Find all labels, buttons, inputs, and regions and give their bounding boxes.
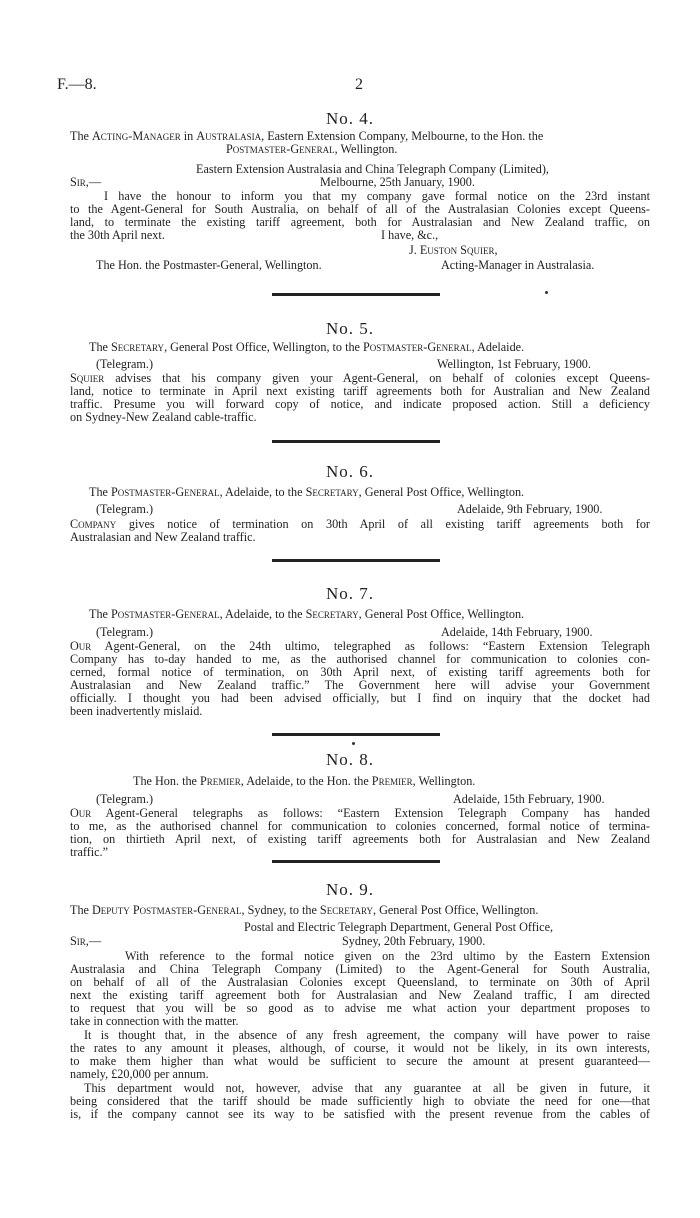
entry-9-salutation: Sir,— [70, 934, 102, 948]
entry-number-5: No. 5. [325, 319, 375, 338]
entry-9-para-3-line-2: being considered that the tariff should be made sufficiently high to obviate the need for one—that [70, 1094, 650, 1108]
entry-4-salutation: Sir,— [70, 175, 102, 189]
entry-4-address-date: Melbourne, 25th January, 1900. [320, 175, 475, 189]
entry-7-heading: The Postmaster-General, Adelaide, to the Secretary, General Post Office, Wellington. [89, 607, 525, 621]
entry-5-heading: The Secretary, General Post Office, Wellington, to the Postmaster-General, Adelaide. [89, 340, 525, 354]
entry-9-para-2-line-1: It is thought that, in the absence of any fresh agreement, the company will have power to raise [84, 1028, 650, 1042]
entry-9-para-1-line-3: on behalf of all of the Australasian Colonies except Queensland, to terminate on 30th of April [70, 975, 650, 989]
entry-9-para-1-line-5: to request that you will be so good as to advise me what action your department proposes to [70, 1001, 650, 1015]
entry-4-signatory: J. Euston Squier, [409, 243, 498, 257]
entry-9-para-1-line-6: take in connection with the matter. [70, 1014, 239, 1028]
entry-9-para-2-line-3: to make them higher than what would be sufficient to secure the amount at present guaranteed— [70, 1054, 650, 1068]
section-divider [272, 860, 440, 863]
entry-8-heading: The Hon. the Premier, Adelaide, to the Hon. the Premier, Wellington. [133, 774, 476, 788]
entry-number-6: No. 6. [325, 462, 375, 481]
page-number: 2 [355, 76, 363, 93]
entry-6-heading: The Postmaster-General, Adelaide, to the Secretary, General Post Office, Wellington. [89, 485, 525, 499]
entry-8-body-line-1: Our Agent-General telegraphs as follows: “Eastern Extension Telegraph Company has handed [70, 806, 650, 820]
entry-4-closing: I have, &c., [381, 228, 439, 242]
entry-5-telegram-label: (Telegram.) [96, 357, 154, 371]
entry-5-body-line-1: Squier advises that his company given your Agent-General, on behalf of colonies except Queens- [70, 371, 650, 385]
entry-9-para-1-line-4: next the existing tariff agreement both for Australasian and New Zealand traffic, I am directed [70, 988, 650, 1002]
entry-4-addressee: The Hon. the Postmaster-General, Wellington. [96, 258, 322, 272]
entry-9-heading: The Deputy Postmaster-General, Sydney, to the Secretary, General Post Office, Wellington. [70, 903, 539, 917]
entry-6-place-date: Adelaide, 9th February, 1900. [457, 502, 603, 516]
entry-4-body-line-2: to the Agent-General for South Australia, on behalf of all of the Australasian Colonies except Queens- [70, 202, 650, 216]
entry-7-body-line-6: been inadvertently mislaid. [70, 704, 203, 718]
entry-4-heading-line-2: Postmaster-General, Wellington. [226, 142, 398, 156]
document-reference: F.—8. [57, 76, 97, 93]
entry-8-telegram-label: (Telegram.) [96, 792, 154, 806]
entry-4-signatory-title: Acting-Manager in Australasia. [441, 258, 595, 272]
entry-8-body-line-3: tion, on thirtieth April next, of existing tariff agreements both for Australasian and New Zealand [70, 832, 650, 846]
entry-6-telegram-label: (Telegram.) [96, 502, 154, 516]
entry-number-9: No. 9. [325, 880, 375, 899]
entry-4-body-line-3: land, to terminate the existing tariff agreement, both for Australasian and New Zealand traffic, on [70, 215, 650, 229]
entry-8-place-date: Adelaide, 15th February, 1900. [453, 792, 605, 806]
entry-9-para-2-line-4: namely, £20,000 per annum. [70, 1067, 209, 1081]
entry-9-address-dept: Postal and Electric Telegraph Department, General Post Office, [244, 920, 554, 934]
entry-5-body-line-4: on Sydney-New Zealand cable-traffic. [70, 410, 257, 424]
entry-4-body-line-1: I have the honour to inform you that my company gave formal notice on the 23rd instant [104, 189, 650, 203]
entry-5-place-date: Wellington, 1st February, 1900. [437, 357, 591, 371]
entry-9-para-3-line-1: This department would not, however, advise that any guarantee at all be given in future, it [84, 1081, 650, 1095]
entry-4-address-company: Eastern Extension Australasia and China Telegraph Company (Limited), [196, 162, 549, 176]
entry-9-para-1-line-1: With reference to the formal notice given on the 23rd ultimo by the Eastern Extension [125, 949, 650, 963]
entry-9-para-1-line-2: Australasia and China Telegraph Company (Limited) to the Agent-General for South Australia, [70, 962, 650, 976]
section-divider [272, 440, 440, 443]
entry-8-body-line-2: to me, as the authorised channel for communication to colonies concerned, formal notice of termina- [70, 819, 650, 833]
entry-number-4: No. 4. [325, 109, 375, 128]
entry-7-body-line-4: Australasian and New Zealand traffic.” The Government here will advise your Government [70, 678, 650, 692]
scan-speck [352, 742, 355, 745]
entry-7-body-line-2: Company has to-day handed to me, as the authorised channel for communication to colonies con- [70, 652, 650, 666]
entry-7-body-line-5: officially. I thought you had been advised officially, but I find on inquiry that the docket had [70, 691, 650, 705]
entry-8-body-line-4: traffic.” [70, 845, 109, 859]
entry-9-para-2-line-2: the rates to any amount it pleases, although, of course, it would not be likely, in its own interests, [70, 1041, 650, 1055]
entry-7-body-line-3: cerned, formal notice of termination, on 30th April next, of existing tariff agreements both for [70, 665, 650, 679]
entry-7-place-date: Adelaide, 14th February, 1900. [441, 625, 593, 639]
scan-speck [545, 291, 548, 294]
entry-6-body-line-2: Australasian and New Zealand traffic. [70, 530, 256, 544]
section-divider [272, 733, 440, 736]
entry-4-heading-line-1: The Acting-Manager in Australasia, Eastern Extension Company, Melbourne, to the Hon. the [70, 129, 544, 143]
entry-4-body-line-4: the 30th April next. [70, 228, 165, 242]
section-divider [272, 293, 440, 296]
entry-7-telegram-label: (Telegram.) [96, 625, 154, 639]
entry-7-body-line-1: Our Agent-General, on the 24th ultimo, telegraphed as follows: “Eastern Extension Telegraph [70, 639, 650, 653]
entry-6-body-line-1: Company gives notice of termination on 30th April of all existing tariff agreements both for [70, 517, 650, 531]
entry-number-7: No. 7. [325, 584, 375, 603]
entry-number-8: No. 8. [325, 750, 375, 769]
entry-9-address-date: Sydney, 20th February, 1900. [342, 934, 486, 948]
section-divider [272, 559, 440, 562]
entry-5-body-line-2: land, notice to terminate in April next existing tariff agreements both for Australian and New Zealand [70, 384, 650, 398]
entry-5-body-line-3: traffic. Presume you will forward copy of notice, and indicate proposed action. Still a deficiency [70, 397, 650, 411]
entry-9-para-3-line-3: is, if the company cannot see its way to be satisfied with the present revenue from the cables of [70, 1107, 650, 1121]
